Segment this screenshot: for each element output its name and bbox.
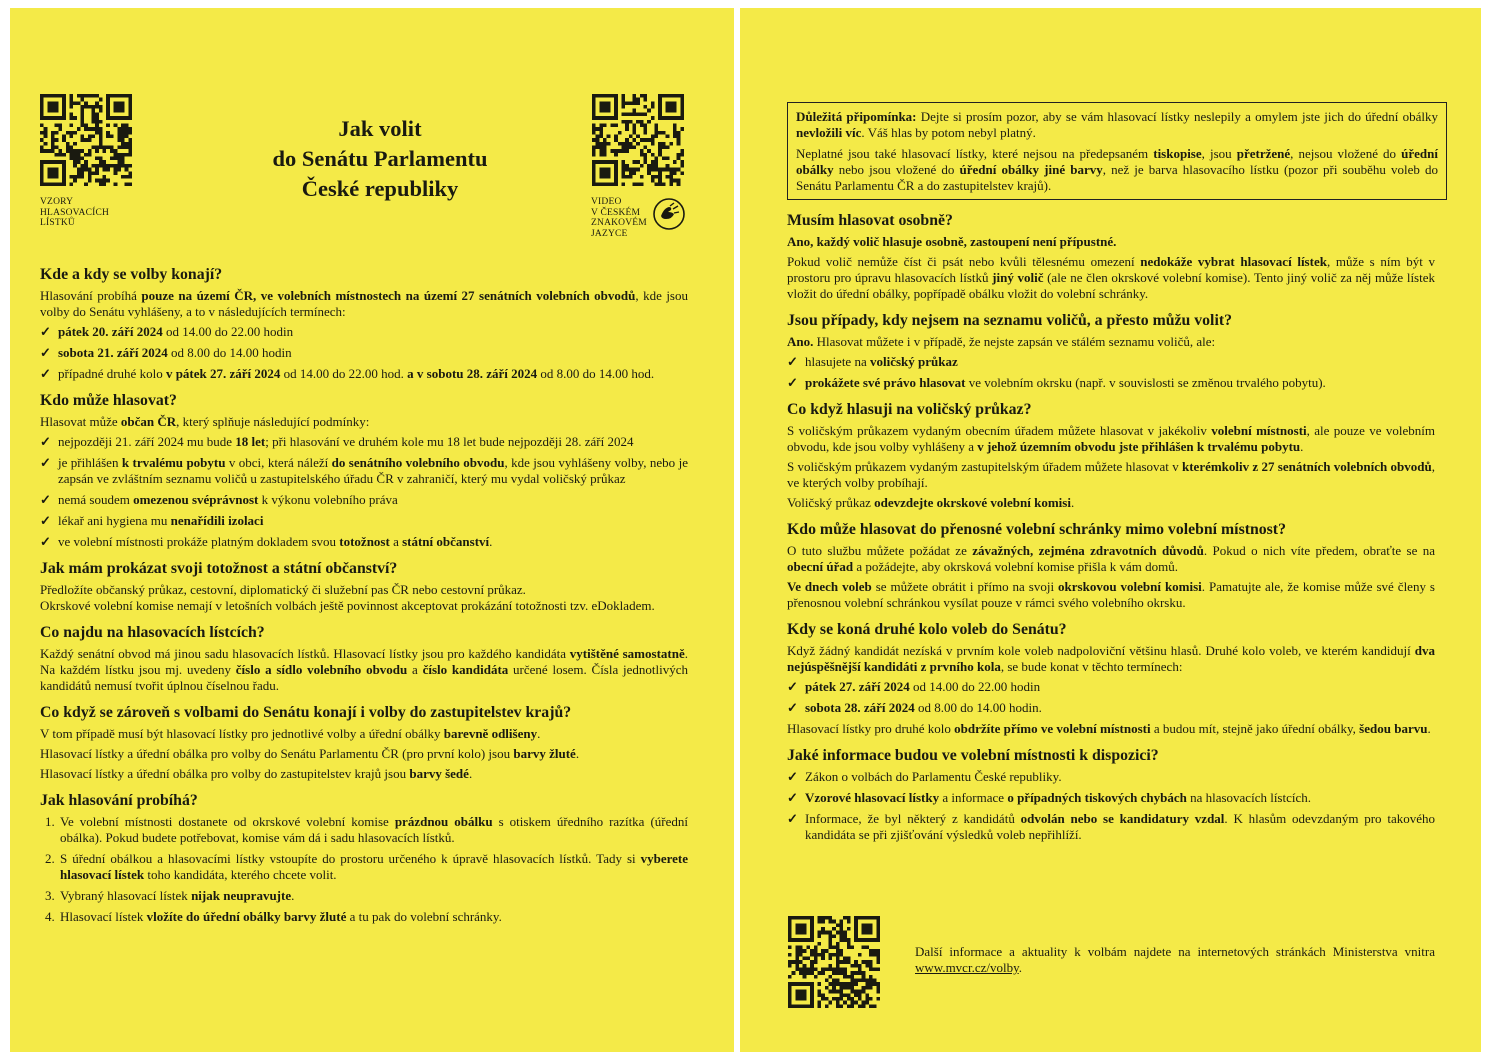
paragraph-combined-2: Hlasovací lístky a úřední obálka pro volby do Senátu Parlamentu ČR (pro první kolo) jsou barvy žluté. — [40, 746, 580, 761]
section-portable-box — [787, 521, 1435, 611]
section-who-can-vote — [40, 392, 688, 550]
list-item: 1. Ve volební místnosti dostanete od okrskové volební komise prázdnou obálku s otiskem úředního razítka (úřední obálka). Pokud budete potřebovat, komise vám dá i sadu hlasovacích lístků. — [58, 814, 688, 846]
heading-not-on-list: Jsou případy, kdy nejsem na seznamu voličů, a přesto můžu volit? — [787, 312, 1232, 329]
section-voter-card — [787, 401, 1435, 511]
date-list — [40, 324, 688, 382]
section-ballots — [40, 624, 688, 694]
heading-information: Jaké informace budou ve volební místnosti k dispozici? — [787, 747, 1159, 764]
heading-where-when: Kde a kdy se volby konají? — [40, 266, 223, 283]
section-information — [787, 747, 1435, 843]
list-item: ✓ ve volební místnosti prokáže platným dokladem svou totožnost a státní občanství. — [40, 534, 688, 550]
procedure-steps — [40, 814, 688, 925]
right-content — [787, 212, 1435, 853]
list-item: ✓ pátek 27. září 2024 od 14.00 do 22.00 hodin — [787, 679, 1435, 695]
list-item: 2. S úřední obálkou a hlasovacími lístky vstoupíte do prostoru určeného k úpravě hlasovacích lístků. Tady si vyberete hlasovací lístek toho kandidáta, kterého chcete volit. — [58, 851, 688, 883]
paragraph-ballots: Každý senátní obvod má jinou sadu hlasovacích lístků. Hlasovací lístky jsou pro každého kandidáta vytištěné samostatně. Na každém lístku jsou mj. uvedeny číslo a sídlo volebního obvodu a číslo kandidáta určené losem. Čísla jednotlivých kandidátů nemusí tvořit úplnou číselnou řadu. — [40, 646, 688, 693]
left-content — [40, 266, 688, 935]
paragraph-identity-2: Okrskové volební komise nemají v letošních volbách ještě povinnost akceptovat prokázání totožnosti tzv. eDokladem. — [40, 598, 655, 613]
heading-who-can-vote: Kdo může hlasovat? — [40, 392, 177, 409]
heading-combined-elections: Co když se zároveň s volbami do Senátu konají i volby do zastupitelstev krajů? — [40, 704, 572, 721]
notice-paragraph-1: Důležitá připomínka: Dejte si prosím pozor, aby se vám hlasovací lístky neslepily a omylem jste jich do úřední obálky nevložili víc. Váš hlas by potom nebyl platný. — [796, 109, 1438, 140]
section-second-round — [787, 621, 1435, 737]
paragraph-portable-2: Ve dnech voleb se můžete obrátit i přímo na svoji okrskovou volební komisi. Pamatujte ale, že komise může své členy s přenosnou volební schránkou vysílat pouze v rámci svého volebního okrsku. — [787, 579, 1435, 610]
list-item: ✓ Informace, že byl některý z kandidátů odvolán nebo se kandidatury vzdal. K hlasům odevzdaným pro takového kandidáta se při zjišťování výsledků voleb nepřihlíží. — [787, 811, 1435, 843]
sign-language-icon — [652, 197, 686, 231]
list-item: ✓ Vzorové hlasovací lístky a informace o případných tiskových chybách na hlasovacích lístcích. — [787, 790, 1435, 806]
heading-in-person: Musím hlasovat osobně? — [787, 212, 953, 229]
footer-info: Další informace a aktuality k volbám najdete na internetových stránkách Ministerstva vnitra www.mvcr.cz/volby. — [915, 944, 1435, 975]
paragraph-in-person-1: Ano, každý volič hlasuje osobně, zastoupení není přípustné. — [787, 234, 1117, 249]
list-item: ✓ nejpozději 21. září 2024 mu bude 18 let; při hlasování ve druhém kole mu 18 let bude nejpozději 28. září 2024 — [40, 434, 688, 450]
left-page — [10, 8, 734, 1052]
paragraph-second-round-1: Když žádný kandidát nezíská v prvním kole voleb nadpoloviční většinu hlasů. Druhé kolo voleb, ve kterém kandidují dva nejúspěšnější kandidáti z prvního kola, se bude konat v těchto termínech: — [787, 643, 1435, 674]
paragraph-in-person-2: Pokud volič nemůže číst či psát nebo kvůli tělesnému omezení nedokáže vybrat hlasovací lístek, může s ním být v prostoru pro úpravu hlasovacích lístků jiný volič (ale ne člen okrskové volební komise). Tento jiný volič za něj může lístek vložit do úřední obálky, popřípadě obálku vložit do volební schránky. — [787, 254, 1436, 301]
paragraph-who-can-vote: Hlasovat může občan ČR, který splňuje následující podmínky: — [40, 414, 370, 429]
section-not-on-list — [787, 312, 1435, 391]
condition-list — [40, 434, 688, 550]
paragraph-where-when: Hlasování probíhá pouze na území ČR, ve volebních místnostech na území 27 senátních volebních obvodů, kde jsou volby do Senátu vyhlášeny, a to v následujících termínech: — [40, 288, 688, 319]
qr-code-ballot-samples-icon[interactable] — [40, 94, 132, 186]
paragraph-voter-card-2: S voličským průkazem vydaným zastupitelským úřadem můžete hlasovat v kterémkoliv z 27 senátních volebních obvodů, ve kterých volby probíhají. — [787, 459, 1435, 490]
ministry-website-link[interactable]: www.mvcr.cz/volby — [915, 960, 1019, 975]
paragraph-portable-1: O tuto službu můžete požádat ze závažných, zejména zdravotních důvodů. Pokud o nich víte předem, obraťte se na obecní úřad a požádejte, aby okrsková volební komise přišla k vám domů. — [787, 543, 1435, 574]
heading-identity: Jak mám prokázat svoji totožnost a státní občanství? — [40, 560, 398, 577]
list-item: ✓ případné druhé kolo v pátek 27. září 2024 od 14.00 do 22.00 hod. a v sobotu 28. září 2024 od 8.00 do 14.00 hod. — [40, 366, 688, 382]
list-item: ✓ je přihlášen k trvalému pobytu v obci, která náleží do senátního volebního obvodu, kde jsou vyhlášeny volby, nebo je zapsán ve zvláštním seznamu voličů u zastupitelského úřadu ČR v zahraničí, který mu vydal voličský průkaz — [40, 455, 688, 487]
not-on-list-items — [787, 354, 1435, 391]
section-in-person — [787, 212, 1435, 302]
information-list — [787, 769, 1435, 843]
paragraph-not-on-list: Ano. Hlasovat můžete i v případě, že nejste zapsán ve stálém seznamu voličů, ale: — [787, 334, 1216, 349]
important-notice-box — [787, 102, 1447, 200]
paragraph-combined-1: V tom případě musí být hlasovací lístky pro jednotlivé volby a úřední obálky barevně odlišeny. — [40, 726, 541, 741]
list-item: ✓ lékař ani hygiena mu nenařídili izolaci — [40, 513, 688, 529]
paragraph-voter-card-1: S voličským průkazem vydaným obecním úřadem můžete hlasovat v jakékoliv volební místnosti, ale pouze ve volebním obvodu, kde jsou volby vyhlášeny a v jehož územním obvodu jste přihlášen k trvalému pobytu. — [787, 423, 1435, 454]
right-page — [740, 8, 1481, 1052]
second-round-dates — [787, 679, 1435, 716]
heading-second-round: Kdy se koná druhé kolo voleb do Senátu? — [787, 621, 1067, 638]
heading-procedure: Jak hlasování probíhá? — [40, 792, 198, 809]
section-procedure — [40, 792, 688, 925]
heading-voter-card: Co když hlasuji na voličský průkaz? — [787, 401, 1032, 418]
list-item: ✓ Zákon o volbách do Parlamentu České republiky. — [787, 769, 1435, 785]
heading-portable-box: Kdo může hlasovat do přenosné volební schránky mimo volební místnost? — [787, 521, 1286, 538]
notice-paragraph-2: Neplatné jsou také hlasovací lístky, které nejsou na předepsaném tiskopise, jsou přetržené, nejsou vložené do úřední obálky nebo jsou vložené do úřední obálky jiné barvy, než je barva hlasovacího lístku (pozor při souběhu voleb do Senátu Parlamentu ČR a do zastupitelstev krajů). — [796, 146, 1438, 193]
list-item: ✓ prokážete své právo hlasovat ve volebním okrsku (např. v souvislosti se změnou trvalého pobytu). — [787, 375, 1435, 391]
list-item: ✓ pátek 20. září 2024 od 14.00 do 22.00 hodin — [40, 324, 688, 340]
list-item: ✓ nemá soudem omezenou svéprávnost k výkonu volebního práva — [40, 492, 688, 508]
list-item: ✓ hlasujete na voličský průkaz — [787, 354, 1435, 370]
section-combined-elections — [40, 704, 688, 782]
qr-code-ministry-website-icon[interactable] — [788, 916, 880, 1008]
list-item: ✓ sobota 28. září 2024 od 8.00 do 14.00 hodin. — [787, 700, 1435, 716]
paragraph-second-round-2: Hlasovací lístky pro druhé kolo obdržíte přímo ve volební místnosti a budou mít, stejně jako úřední obálky, šedou barvu. — [787, 721, 1431, 736]
paragraph-voter-card-3: Voličský průkaz odevzdejte okrskové volební komisi. — [787, 495, 1075, 510]
qr-caption-ballot-samples: VZORY HLASOVACÍCH LÍSTKŮ — [40, 197, 110, 228]
paragraph-combined-3: Hlasovací lístky a úřední obálka pro volby do zastupitelstev krajů jsou barvy šedé. — [40, 766, 473, 781]
section-identity — [40, 560, 688, 614]
heading-ballots: Co najdu na hlasovacích lístcích? — [40, 624, 265, 641]
list-item: 3. Vybraný hlasovací lístek nijak neupravujte. — [58, 888, 688, 904]
qr-code-sign-language-video-icon[interactable] — [592, 94, 684, 186]
paragraph-identity-1: Předložíte občanský průkaz, cestovní, diplomatický či služební pas ČR nebo cestovní průkaz. — [40, 582, 526, 597]
qr-caption-sign-language-video: VIDEO V ČESKÉM ZNAKOVÉM JAZYCE — [591, 197, 647, 239]
list-item: 4. Hlasovací lístek vložíte do úřední obálky barvy žluté a tu pak do volební schránky. — [58, 909, 688, 925]
list-item: ✓ sobota 21. září 2024 od 8.00 do 14.00 hodin — [40, 345, 688, 361]
section-where-when — [40, 266, 688, 382]
page-title: Jak volit do Senátu Parlamentu České republiky — [272, 116, 488, 201]
